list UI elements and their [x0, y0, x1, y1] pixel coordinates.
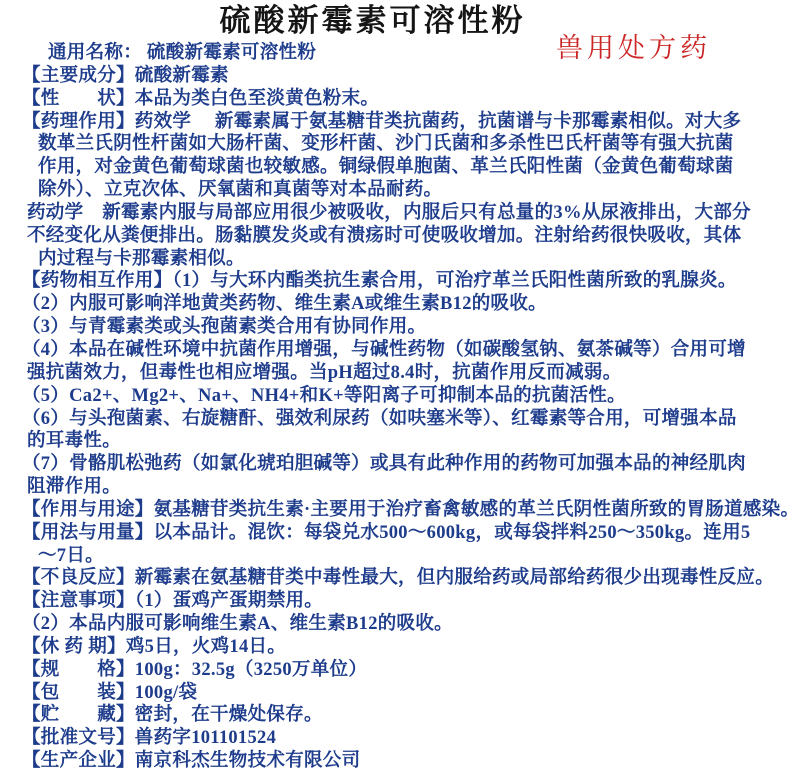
text-line: （7）骨骼肌松弛药（如氯化琥珀胆碱等）或具有此种作用的药物可加强本品的神经肌肉 [22, 454, 746, 475]
text-line: （4）本品在碱性环境中抗菌作用增强，与碱性药物（如碳酸氢钠、氨茶碱等）合用可增 [22, 339, 746, 360]
text-line: ～7日。 [38, 545, 104, 566]
precautions-line: 【注意事项】（1）蛋鸡产蛋期禁用。 [22, 591, 324, 612]
storage-line: 【贮 藏】密封，在干燥处保存。 [22, 705, 323, 726]
adverse-reactions-line: 【不良反应】新霉素在氨基糖苷类中毒性最大，但内服给药或局部给药很少出现毒性反应。 [22, 568, 775, 589]
text-line: （2）内服可影响洋地黄类药物、维生素A或维生素B12的吸收。 [22, 294, 547, 315]
text-line: 的耳毒性。 [27, 431, 122, 452]
text-line: 阻滞作用。 [27, 477, 122, 498]
approval-number-line: 【批准文号】兽药字101101524 [22, 728, 277, 749]
text-line: 除外）、立克次体、厌氧菌和真菌等对本品耐药。 [38, 180, 443, 201]
manufacturer-line: 【生产企业】南京科杰生物技术有限公司 [22, 751, 361, 772]
drug-label-page [0, 2, 800, 774]
text-line: 作用，对金黄色葡萄球菌也较敏感。铜绿假单胞菌、革兰氏阳性菌（金黄色葡萄球菌 [38, 157, 734, 178]
drug-interactions-line: 【药物相互作用】（1）与大环内酯类抗生素合用，可治疗革兰氏阳性菌所致的乳腺炎。 [22, 271, 737, 292]
text-line: （3）与青霉素类或头孢菌素类合用有协同作用。 [22, 317, 427, 338]
text-line: 数革兰氏阴性杆菌如大肠杆菌、变形杆菌、沙门氏菌和多杀性巴氏杆菌等有强大抗菌 [38, 134, 734, 155]
indications-line: 【作用与用途】氨基糖苷类抗生素·主要用于治疗畜禽敏感的革兰氏阴性菌所致的胃肠道感染。 [22, 499, 800, 520]
generic-name-line: 通用名称： 硫酸新霉素可溶性粉 [48, 43, 317, 63]
page-title: 硫酸新霉素可溶性粉 [219, 3, 526, 38]
pharmacokinetics-line: 药动学 新霉素内服与局部应用很少被吸收，内服后只有总量的3%从尿液排出，大部分 [27, 202, 751, 223]
text-line: 内过程与卡那霉素相似。 [38, 248, 245, 269]
appearance-line: 【性 状】本品为类白色至淡黄色粉末。 [22, 88, 380, 109]
rx-prescription-badge: 兽用处方药 [556, 33, 711, 63]
dosage-line: 【用法与用量】以本品计。混饮：每袋兑水500～600kg，或每袋拌料250～350kg。连用5 [22, 522, 751, 543]
pharmacology-line: 【药理作用】药效学 新霉素属于氨基糖苷类抗菌药，抗菌谱与卡那霉素相似。对大多 [22, 111, 742, 132]
packaging-line: 【包 装】100g/袋 [22, 682, 198, 703]
text-line: （6）与头孢菌素、右旋糖酐、强效利尿药（如呋塞米等）、红霉素等合用，可增强本品 [22, 408, 737, 429]
specification-line: 【规 格】100g：32.5g（3250万单位） [22, 659, 368, 680]
main-ingredient-line: 【主要成分】硫酸新霉素 [22, 65, 229, 86]
text-line: 强抗菌效力，但毒性也相应增强。当pH超过8.4时，抗菌作用反而减弱。 [27, 362, 622, 383]
label-text-body [0, 41, 800, 773]
text-line: 不经变化从粪便排出。肠黏膜发炎或有溃疡时可使吸收增加。注射给药很快吸收，其体 [27, 225, 742, 246]
text-line: （5）Ca2+、Mg2+、Na+、NH4+和K+等阳离子可抑制本品的抗菌活性。 [22, 385, 626, 406]
withdrawal-period-line: 【休 药 期】鸡5日，火鸡14日。 [22, 636, 287, 657]
text-line: （2）本品内服可影响维生素A、维生素B12的吸收。 [22, 614, 453, 635]
